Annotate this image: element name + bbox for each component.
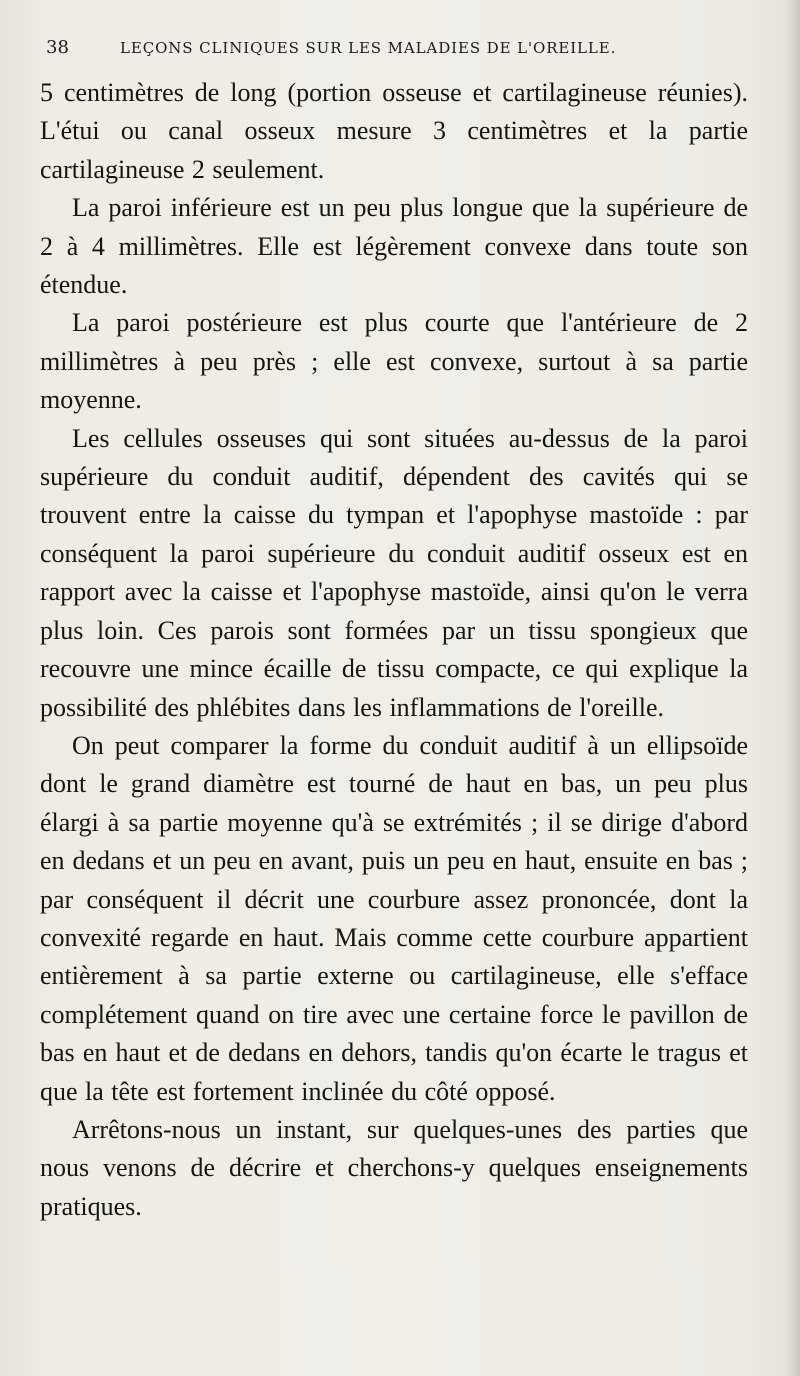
page-number: 38 bbox=[46, 37, 69, 58]
paragraph-cellules-osseuses: Les cellules osseuses qui sont situées au-dessus de la paroi supérieure du conduit auditif, dépendent des cavités qui se trouvent entre la caisse du tympan et l'apophyse mastoïde : par conséquent la paroi supérieure du conduit auditif osseux est en rapport avec la caisse et l'apophyse mastoïde, ainsi qu'on le verra plus loin. Ces parois sont formées par un tissu spongieux que recouvre une mince écaille de tissu compacte, ce qui explique la possibilité des phlébites dans les inflammations de l'oreille. bbox=[40, 423, 748, 722]
page-edge-shadow bbox=[786, 0, 800, 1376]
running-head bbox=[46, 36, 746, 60]
paragraph-enseignements: Arrêtons-nous un instant, sur quelques-unes des parties que nous venons de décrire et cherchons-y quelques enseignements pratiques. bbox=[40, 1114, 748, 1221]
running-title: LEÇONS CLINIQUES SUR LES MALADIES DE L'OREILLE. bbox=[120, 39, 617, 57]
paragraph-paroi-inferieure: La paroi inférieure est un peu plus longue que la supérieure de 2 à 4 millimètres. Elle est légèrement convexe dans toute son étendue. bbox=[40, 193, 748, 300]
body-text bbox=[40, 74, 748, 1226]
paragraph-canal-length: 5 centimètres de long (portion osseuse et cartilagineuse réunies). L'étui ou canal osseux mesure 3 centimètres et la partie cartilagineuse 2 seulement. bbox=[40, 78, 748, 184]
paragraph-paroi-posterieure: La paroi postérieure est plus courte que l'antérieure de 2 millimètres à peu près ; elle est convexe, surtout à sa partie moyenne. bbox=[40, 308, 748, 415]
paragraph-forme-conduit: On peut comparer la forme du conduit auditif à un ellipsoïde dont le grand diamètre est tourné de haut en bas, un peu plus élargi à sa partie moyenne qu'à se extrémités ; il se dirige d'abord en dedans et un peu en avant, puis un peu en haut, ensuite en bas ; par conséquent il décrit une courbure assez prononcée, dont la convexité regarde en haut. Mais comme cette courbure appartient entièrement à sa partie externe ou cartilagineuse, elle s'efface complétement quand on tire avec une certaine force le pavillon de bas en haut et de dedans en dehors, tandis qu'on écarte le tragus et que la tête est fortement inclinée du côté opposé. bbox=[40, 730, 748, 1106]
